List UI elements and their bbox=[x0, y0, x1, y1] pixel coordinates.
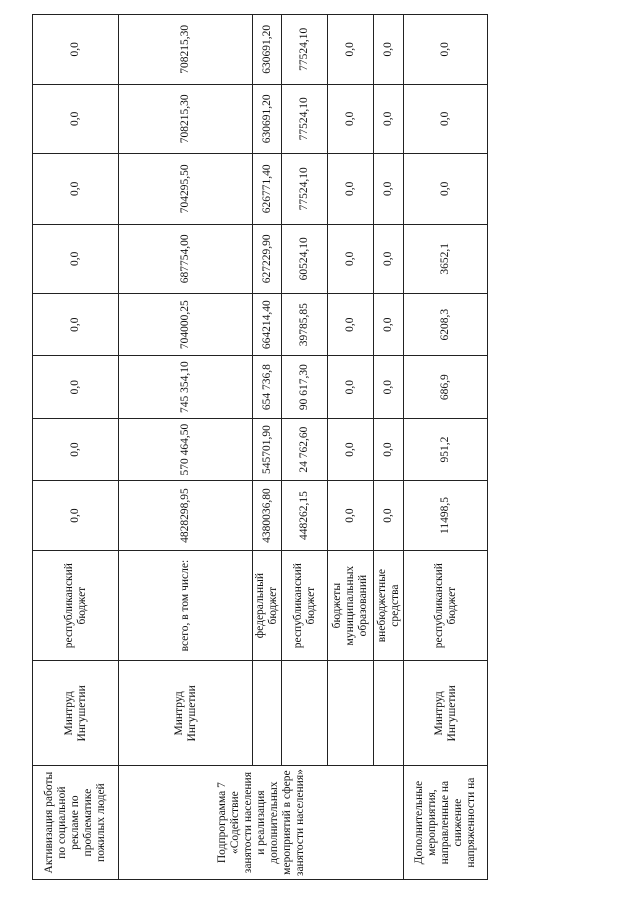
value-cell: 77524,10 bbox=[282, 84, 328, 153]
measure-name: Дополнительные мероприятия, направленные на снижение напряженности на bbox=[404, 766, 488, 880]
value-cell: 77524,10 bbox=[282, 154, 328, 224]
executor-cell bbox=[374, 661, 404, 766]
value-cell: 0,0 bbox=[404, 84, 488, 153]
value-cell: 0,0 bbox=[33, 294, 119, 356]
value-cell: 704000,25 bbox=[119, 294, 253, 356]
table-row bbox=[253, 15, 282, 880]
value-cell: 90 617,30 bbox=[282, 356, 328, 418]
value-cell: 0,0 bbox=[328, 84, 374, 153]
value-cell: 0,0 bbox=[404, 15, 488, 85]
value-cell: 0,0 bbox=[33, 356, 119, 418]
executor-cell: Минтруд Ингушетии bbox=[33, 661, 119, 766]
value-cell: 686,9 bbox=[404, 356, 488, 418]
table-row bbox=[282, 15, 328, 880]
value-cell: 0,0 bbox=[328, 294, 374, 356]
value-cell: 626771,40 bbox=[253, 154, 282, 224]
value-cell: 4828298,95 bbox=[119, 481, 253, 550]
value-cell: 0,0 bbox=[374, 418, 404, 480]
value-cell: 0,0 bbox=[404, 154, 488, 224]
value-cell: 951,2 bbox=[404, 418, 488, 480]
value-cell: 0,0 bbox=[33, 15, 119, 85]
executor-cell: Минтруд Ингушетии bbox=[119, 661, 253, 766]
value-cell: 654 736,8 bbox=[253, 356, 282, 418]
funding-source: внебюджетные средства bbox=[374, 550, 404, 661]
value-cell: 745 354,10 bbox=[119, 356, 253, 418]
value-cell: 0,0 bbox=[374, 481, 404, 550]
table-row bbox=[328, 15, 374, 880]
value-cell: 0,0 bbox=[33, 84, 119, 153]
value-cell: 0,0 bbox=[374, 294, 404, 356]
value-cell: 3652,1 bbox=[404, 224, 488, 293]
value-cell: 60524,10 bbox=[282, 224, 328, 293]
value-cell: 24 762,60 bbox=[282, 418, 328, 480]
table-row bbox=[33, 15, 119, 880]
value-cell: 708215,30 bbox=[119, 84, 253, 153]
funding-source: республиканский бюджет bbox=[404, 550, 488, 661]
value-cell: 627229,90 bbox=[253, 224, 282, 293]
value-cell: 0,0 bbox=[328, 356, 374, 418]
value-cell: 704295,50 bbox=[119, 154, 253, 224]
value-cell: 0,0 bbox=[328, 481, 374, 550]
value-cell: 0,0 bbox=[374, 224, 404, 293]
value-cell: 448262,15 bbox=[282, 481, 328, 550]
table-row bbox=[404, 15, 488, 880]
value-cell: 570 464,50 bbox=[119, 418, 253, 480]
funding-source: бюджеты муниципальных образований bbox=[328, 550, 374, 661]
value-cell: 0,0 bbox=[33, 224, 119, 293]
value-cell: 0,0 bbox=[33, 481, 119, 550]
value-cell: 0,0 bbox=[328, 15, 374, 85]
value-cell: 0,0 bbox=[374, 154, 404, 224]
value-cell: 630691,20 bbox=[253, 15, 282, 85]
executor-cell bbox=[253, 661, 282, 766]
table-row bbox=[119, 15, 253, 880]
value-cell: 0,0 bbox=[328, 154, 374, 224]
funding-source: республиканский бюджет bbox=[33, 550, 119, 661]
value-cell: 0,0 bbox=[374, 356, 404, 418]
value-cell: 630691,20 bbox=[253, 84, 282, 153]
value-cell: 664214,40 bbox=[253, 294, 282, 356]
rotated-page bbox=[32, 14, 486, 880]
budget-table bbox=[32, 14, 488, 880]
executor-cell bbox=[282, 661, 328, 766]
table-row bbox=[374, 15, 404, 880]
value-cell: 0,0 bbox=[374, 15, 404, 85]
value-cell: 545701,90 bbox=[253, 418, 282, 480]
funding-source: республиканский бюджет bbox=[282, 550, 328, 661]
value-cell: 708215,30 bbox=[119, 15, 253, 85]
value-cell: 0,0 bbox=[33, 418, 119, 480]
value-cell: 0,0 bbox=[33, 154, 119, 224]
value-cell: 39785,85 bbox=[282, 294, 328, 356]
funding-source: федеральный бюджет bbox=[253, 550, 282, 661]
executor-cell bbox=[328, 661, 374, 766]
value-cell: 4380036,80 bbox=[253, 481, 282, 550]
value-cell: 0,0 bbox=[374, 84, 404, 153]
value-cell: 0,0 bbox=[328, 418, 374, 480]
funding-source: всего, в том числе: bbox=[119, 550, 253, 661]
value-cell: 77524,10 bbox=[282, 15, 328, 85]
measure-name: Активизация работы по социальной рекламе по проблематике пожилых людей bbox=[33, 766, 119, 880]
value-cell: 687754,00 bbox=[119, 224, 253, 293]
measure-name: Подпрограмма 7 «Содействие занятости населения и реализация дополнительных мероприятий в сфере занятости населения» bbox=[119, 766, 404, 880]
value-cell: 0,0 bbox=[328, 224, 374, 293]
value-cell: 6208,3 bbox=[404, 294, 488, 356]
executor-cell: Минтруд Ингушетии bbox=[404, 661, 488, 766]
value-cell: 11498,5 bbox=[404, 481, 488, 550]
